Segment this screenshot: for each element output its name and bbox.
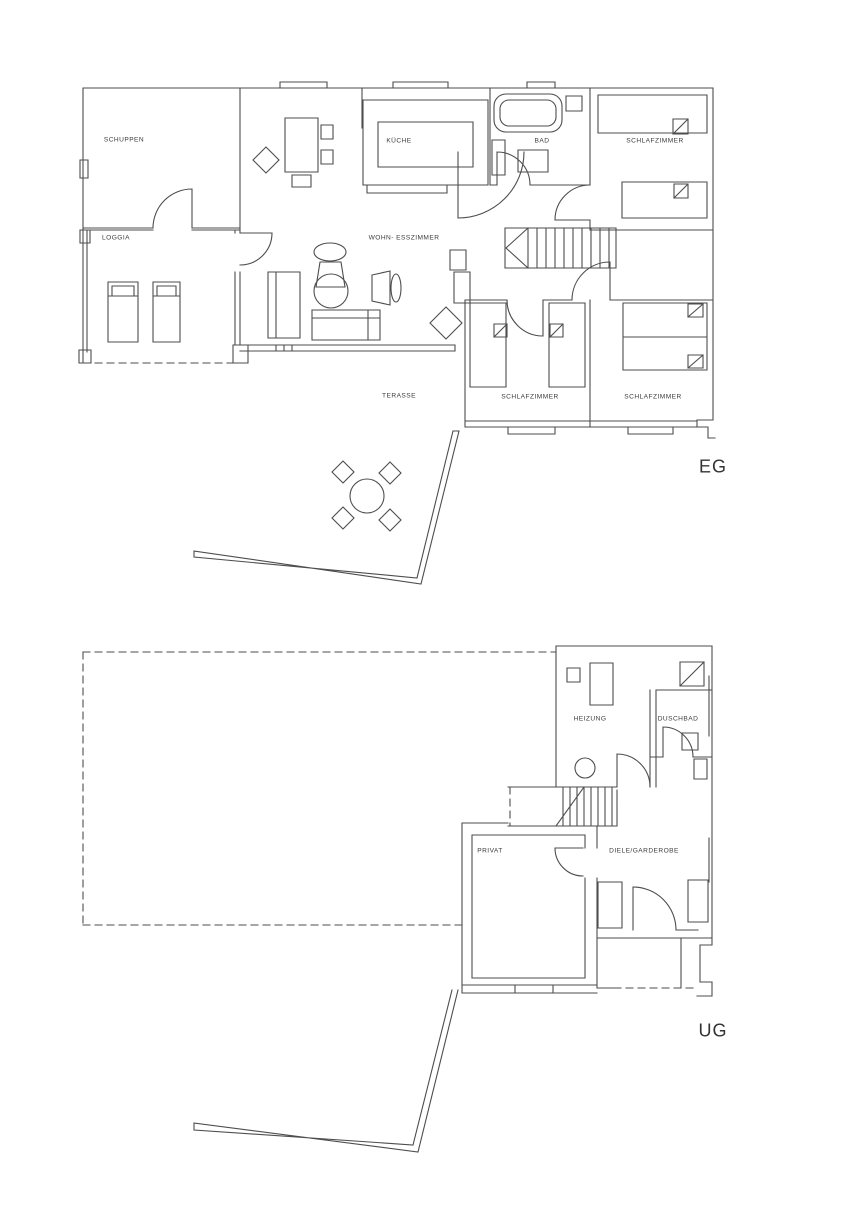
floor-label-eg: EG	[698, 456, 728, 477]
eg-retaining-wall	[194, 431, 459, 584]
eg-terrace-furniture	[332, 461, 401, 531]
room-label-loggia: LOGGIA	[102, 234, 130, 242]
room-label-schlafzimmer-3: SCHLAFZIMMER	[624, 393, 682, 401]
room-label-heizung: HEIZUNG	[573, 715, 607, 723]
floor-label-ug: UG	[698, 1020, 728, 1041]
ug-retaining-wall	[194, 990, 458, 1152]
ug-plan	[83, 646, 712, 1152]
eg-walls	[79, 82, 715, 438]
room-label-terasse: TERASSE	[382, 392, 416, 400]
eg-doors	[153, 152, 610, 336]
room-label-diele-garderobe: DIELE/GARDEROBE	[609, 847, 679, 855]
room-label-schlafzimmer-2: SCHLAFZIMMER	[501, 393, 559, 401]
ug-doors	[555, 727, 693, 930]
eg-living-furniture	[253, 118, 470, 340]
room-label-kueche: KÜCHE	[386, 137, 412, 145]
eg-plan	[79, 82, 715, 584]
room-label-schlafzimmer-1: SCHLAFZIMMER	[626, 137, 684, 145]
room-label-privat: PRIVAT	[477, 847, 503, 855]
ug-fixtures	[567, 662, 708, 928]
ug-walls	[462, 646, 712, 996]
ug-staircase	[556, 787, 617, 826]
eg-loggia-loungers	[108, 282, 180, 342]
eg-staircase	[505, 228, 616, 268]
eg-kitchen-counter	[363, 100, 488, 193]
eg-bath-fixtures	[492, 94, 582, 175]
room-label-bad: BAD	[534, 137, 550, 145]
room-label-wohn-esszimmer: WOHN- ESSZIMMER	[368, 234, 440, 242]
room-label-duschbad: DUSCHBAD	[657, 715, 699, 723]
bathtub-inner	[500, 100, 556, 126]
room-label-schuppen: SCHUPPEN	[103, 136, 145, 144]
